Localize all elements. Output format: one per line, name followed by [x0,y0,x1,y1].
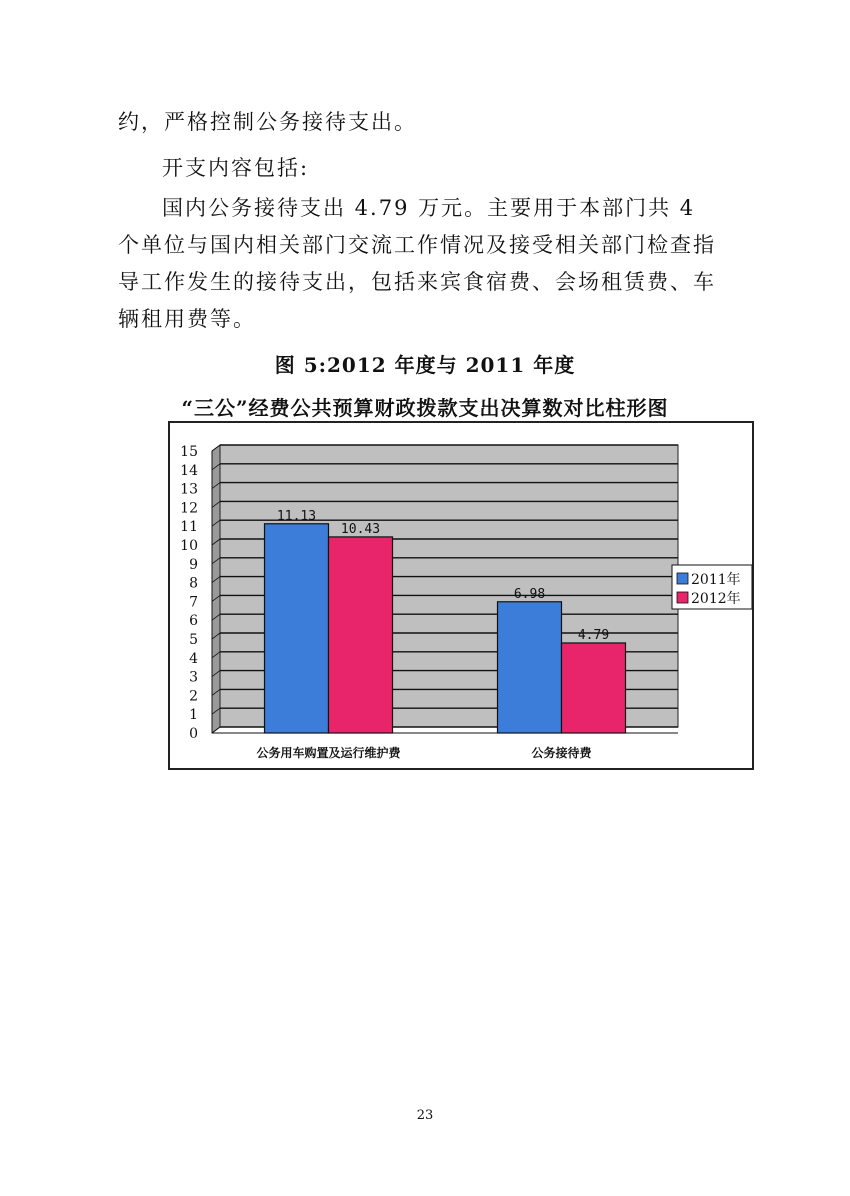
page-number: 23 [416,1108,434,1123]
x-tick-label: 公务用车购置及运行维护费 [256,746,401,760]
data-label: 11.13 [276,508,317,524]
bar-chart [168,421,754,770]
y-tick-label: 2 [189,688,198,705]
bar [265,524,329,733]
bar [562,643,626,733]
legend-label: 2011年 [691,572,741,588]
data-label: 10.43 [340,521,381,537]
bar [329,537,393,733]
y-tick-label: 11 [180,519,198,536]
paragraph-2: 开支内容包括: [162,156,310,180]
y-tick-label: 12 [180,500,198,517]
y-tick-label: 14 [180,462,198,479]
paragraph-3: 国内公务接待支出 4.79 万元。主要用于本部门共 4 个单位与国内相关部门交流工作情况及接受相关部门检查指导工作发生的接待支出，包括来宾食宿费、会场租赁费、车辆租用费等。 [118,196,716,331]
figure-title-line-2: “三公”经费公共预算财政拨款支出决算数对比柱形图 [181,396,669,420]
x-tick-label: 公务接待费 [531,746,592,760]
bar [498,602,562,733]
y-tick-label: 6 [189,613,198,630]
y-tick-label: 8 [189,575,198,592]
y-tick-label: 7 [189,594,198,611]
y-tick-label: 10 [180,538,198,554]
y-tick-label: 3 [189,669,198,686]
y-tick-label: 4 [189,650,198,667]
paragraph-1: 约，严格控制公务接待支出。 [118,110,417,134]
figure-title-line-1: 图 5:2012 年度与 2011 年度 [274,353,576,377]
y-tick-label: 5 [189,632,198,648]
y-tick-label: 1 [189,707,198,724]
data-label: 6.98 [513,586,546,602]
y-tick-label: 9 [189,556,198,573]
legend-label: 2012年 [691,591,741,607]
legend-swatch [677,592,688,603]
y-tick-label: 13 [180,481,198,498]
y-tick-label: 0 [189,726,198,742]
chart-svg [170,423,756,772]
data-label: 4.79 [577,627,610,643]
legend-swatch [677,573,688,584]
y-tick-label: 15 [180,444,198,460]
